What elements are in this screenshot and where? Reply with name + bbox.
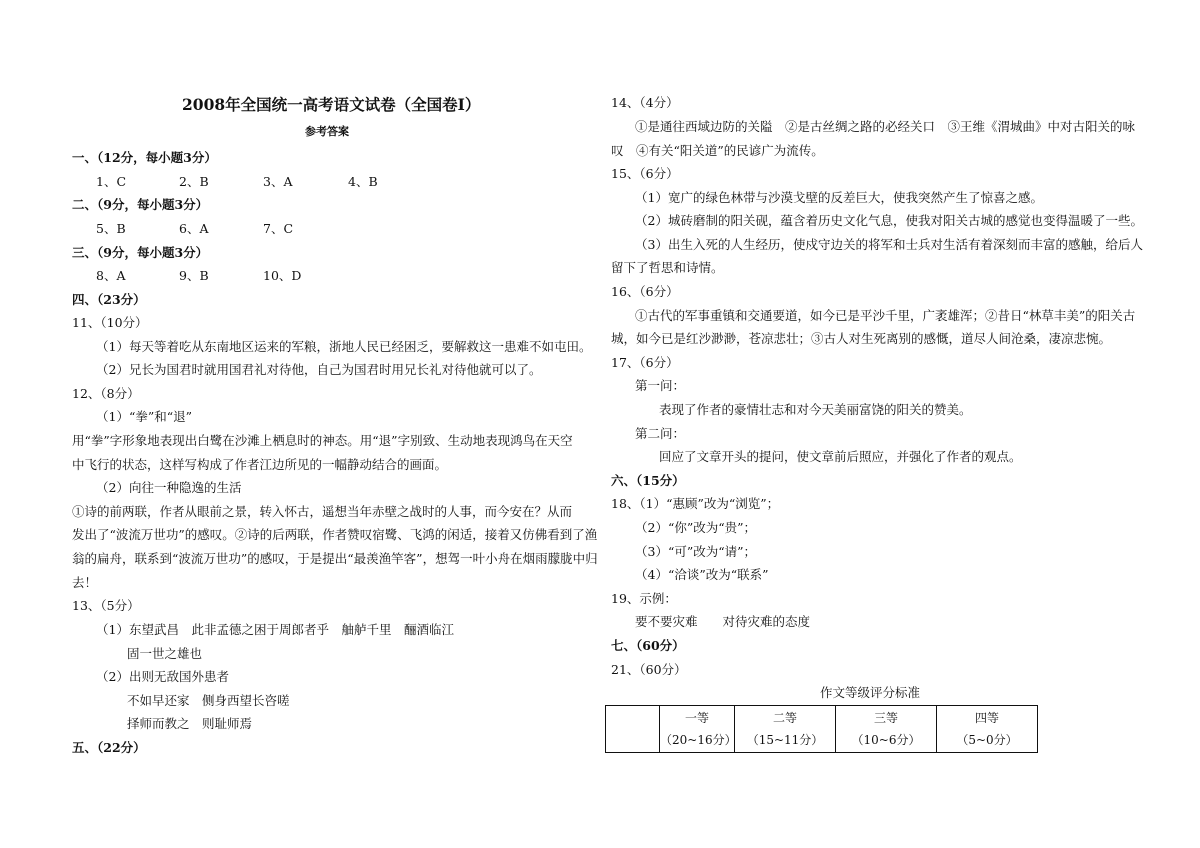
answer-text: （2）“你”改为“贵”； [635,520,757,535]
answer-text: （3）“可”改为“请”； [635,544,757,559]
section-heading: 五、（22分） [72,740,146,755]
answer-text: 第一问： [635,378,686,393]
answer-item: 5、B [96,221,126,236]
answer-text: （1）宽广的绿色林带与沙漠戈壁的反差巨大，使我突然产生了惊喜之感。 [635,190,1043,205]
grade-range: （20~16分） [660,733,737,747]
answer-item: 7、C [263,221,294,236]
answer-text: 第二问： [635,426,686,441]
answer-text: （1）每天等着吃从东南地区运来的军粮，浙地人民已经困乏，要解救这一患难不如屯田。 [96,339,592,354]
question-number: 11、（10分） [72,315,148,330]
answer-text: 固一世之雄也 [127,646,203,661]
answer-text: （2）出则无敌国外患者 [96,669,229,684]
answer-text: 18、（1）“惠顾”改为“浏览”； [611,496,780,511]
answer-text: 中飞行的状态，这样写构成了作者江边所见的一幅静动结合的画面。 [72,457,448,472]
question-number: 21、（60分） [611,662,687,677]
grade-name: 二等 [772,711,797,725]
answer-text: ①诗的前两联，作者从眼前之景，转入怀古，遥想当年赤壁之战时的人事，而今安在？从而 [72,504,573,519]
answer-item: 10、D [263,268,302,283]
paper-title: 2008年全国统一高考语文试卷（全国卷Ⅰ） [182,95,481,114]
section-heading: 六、（15分） [611,473,685,488]
answer-text: 发出了“波流万世功”的感叹。②诗的后两联，作者赞叹宿鹭、飞鸿的闲适，接着又仿佛看到了渔 [72,527,598,542]
table-cell [735,706,836,753]
table-row [606,706,1038,753]
answer-text: （1）东望武昌 此非孟德之困于周郎者乎 舳舻千里 酾酒临江 [96,622,454,637]
answer-text: （4）“洽谈”改为“联系” [635,567,769,582]
answer-text: 不如早还家 侧身西望长咨嗟 [127,693,290,708]
answer-text: 要不要灾难 对待灾难的态度 [635,614,811,629]
answer-text: （3）出生入死的人生经历，使戍守边关的将军和士兵对生活有着深刻而丰富的感触，给后人 [635,237,1143,252]
answer-item: 8、A [96,268,126,283]
answer-text: 回应了文章开头的提问，使文章前后照应，并强化了作者的观点。 [659,449,1022,464]
answer-text: 表现了作者的豪情壮志和对今天美丽富饶的阳关的赞美。 [659,402,972,417]
answer-item: 6、A [179,221,209,236]
section-heading: 七、（60分） [611,638,685,653]
section-heading: 三、（9分，每小题3分） [72,245,209,260]
answer-text: （2）兄长为国君时就用国君礼对待他，自己为国君时用兄长礼对待他就可以了。 [96,362,542,377]
table-cell [660,706,735,753]
question-number: 12、（8分） [72,386,140,401]
section-heading: 四、（23分） [72,292,146,307]
answer-item: 9、B [179,268,209,283]
answer-text: （2）向往一种隐逸的生活 [96,480,242,495]
answer-item: 1、C [96,174,127,189]
question-number: 15、（6分） [611,166,679,181]
paper-subtitle: 参考答案 [305,125,349,138]
question-number: 14、（4分） [611,95,679,110]
grade-name: 一等 [684,711,709,725]
answer-text: 用“拳”字形象地表现出白鹭在沙滩上栖息时的神态。用“退”字别致、生动地表现鸿鸟在天空 [72,433,573,448]
answer-text: 城，如今已是红沙渺渺，苍凉悲壮；③古人对生死离别的感慨，道尽人间沧桑，凄凉悲惋。 [611,331,1112,346]
answer-text: 择师而教之 则耻师焉 [127,716,253,731]
grade-range: （5~0分） [956,733,1018,747]
section-heading: 二、（9分，每小题3分） [72,197,209,212]
answer-text: ①是通往西域边防的关隘 ②是古丝绸之路的必经关口 ③王维《渭城曲》中对古阳关的咏 [635,119,1136,134]
table-cell-blank [606,706,660,753]
answer-text: （1）“拳”和“退” [96,409,193,424]
question-number: 19、示例： [611,591,677,606]
answer-item: 3、A [263,174,293,189]
answer-item: 2、B [179,174,209,189]
grade-range: （15~11分） [746,733,824,747]
question-number: 16、（6分） [611,284,679,299]
grade-name: 三等 [873,711,898,725]
grading-table [605,705,1038,753]
answer-text: 留下了哲思和诗情。 [611,260,724,275]
table-cell [836,706,937,753]
answer-item: 4、B [348,174,378,189]
grade-range: （10~6分） [851,733,921,747]
table-caption: 作文等级评分标准 [820,685,921,700]
table-cell [937,706,1038,753]
question-number: 17、（6分） [611,355,679,370]
answer-text: 叹 ④有关“阳关道”的民谚广为流传。 [611,143,824,158]
grade-name: 四等 [974,711,999,725]
answer-text: 翁的扁舟，联系到“波流万世功”的感叹，于是提出“最羡渔竿客”，想驾一叶小舟在烟雨朦胧中归 [72,551,598,566]
answer-text: 去！ [72,575,98,590]
answer-text: ①古代的军事重镇和交通要道，如今已是平沙千里，广袤雄浑；②昔日“林草丰美”的阳关古 [635,308,1136,323]
answer-text: （2）城砖磨制的阳关砚，蕴含着历史文化气息，使我对阳关古城的感觉也变得温暖了一些。 [635,213,1143,228]
question-number: 13、（5分） [72,598,140,613]
section-heading: 一、（12分，每小题3分） [72,150,217,165]
